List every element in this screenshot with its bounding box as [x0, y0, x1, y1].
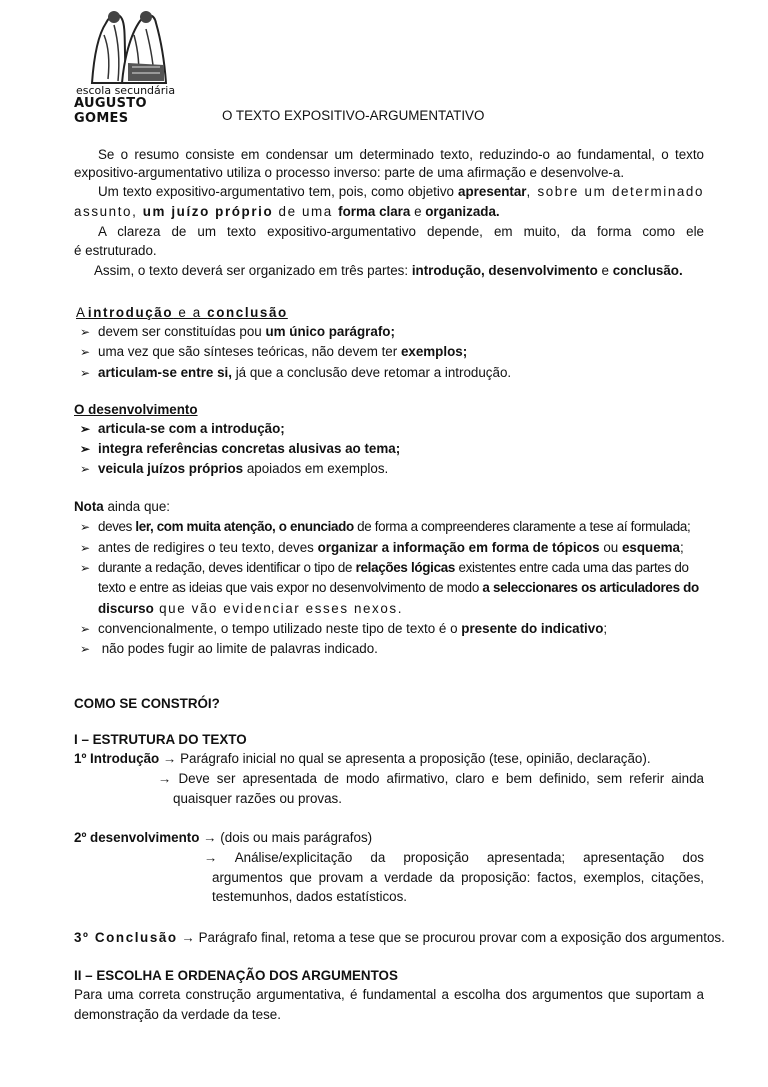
page-title: O TEXTO EXPOSITIVO-ARGUMENTATIVO: [222, 108, 485, 123]
bullet-arrow-icon: ➢: [80, 422, 91, 436]
list-item: ➢ antes de redigires o teu texto, deves organizar a informação em forma de tópicos ou esquema;: [80, 540, 684, 555]
section-2-line2: demonstração da verdade da tese.: [74, 1007, 281, 1022]
bullet-arrow-icon: ➢: [80, 561, 90, 575]
list-item: ➢ convencionalmente, o tempo utilizado neste tipo de texto é o presente do indicativo;: [80, 621, 608, 636]
intro-definition: 1º Introdução → Parágrafo inicial no qual se apresenta a proposição (tese, opinião, declaração).: [74, 751, 651, 766]
list-item: ➢ devem ser constituídas pou um único parágrafo;: [80, 324, 395, 339]
arrow-icon: →: [162, 751, 177, 766]
list-item: ➢ articula-se com a introdução;: [80, 421, 285, 436]
how-heading: COMO SE CONSTRÓI?: [74, 696, 220, 711]
bullet-arrow-icon: ➢: [80, 642, 91, 656]
list-item: ➢ deves ler, com muita atenção, o enunciado de forma a compreenderes claramente a tese aí formulada;: [80, 519, 691, 534]
bullet-arrow-icon: ➢: [80, 366, 91, 380]
bullet-arrow-icon: ➢: [80, 345, 91, 359]
school-subtitle: escola secundária: [76, 84, 176, 97]
section-2-line1: Para uma correta construção argumentativa, é fundamental a escolha dos argumentos que suportam a: [74, 987, 704, 1002]
development-sub-line3: testemunhos, dados estatísticos.: [212, 889, 408, 904]
intro-sub-line1: → Deve ser apresentada de modo afirmativo, claro e bem definido, sem referir ainda: [158, 771, 704, 786]
note-heading: Nota ainda que:: [74, 499, 171, 514]
conclusion-definition: 3º Conclusão → Parágrafo final, retoma a tese que se procurou provar com a exposição dos argumentos.: [74, 930, 725, 945]
intro-p4: Assim, o texto deverá ser organizado em três partes: introdução, desenvolvimento e conclusão.: [94, 263, 683, 278]
list-item: ➢ uma vez que são sínteses teóricas, não devem ter exemplos;: [80, 344, 468, 359]
bullet-arrow-icon: ➢: [80, 541, 91, 555]
list-item: ➢ não podes fugir ao limite de palavras indicado.: [80, 641, 378, 656]
bullet-arrow-icon: ➢: [80, 442, 91, 456]
section-1-heading: I – ESTRUTURA DO TEXTO: [74, 732, 247, 747]
section-2-heading: II – ESCOLHA E ORDENAÇÃO DOS ARGUMENTOS: [74, 968, 398, 983]
list-item: ➢ articulam-se entre si, já que a conclusão deve retomar a introdução.: [80, 365, 512, 380]
development-sub-line1: → Análise/explicitação da proposição apresentada; apresentação dos: [204, 850, 704, 865]
bullet-arrow-icon: ➢: [80, 622, 91, 636]
development-definition: 2º desenvolvimento → (dois ou mais parágrafos): [74, 830, 373, 845]
intro-p2-line1: Um texto expositivo-argumentativo tem, pois, como objetivo apresentar, sobre um determinado: [98, 184, 705, 199]
arrow-icon: →: [181, 930, 195, 945]
list-item: ➢ veicula juízos próprios apoiados em exemplos.: [80, 461, 389, 476]
list-item: ➢ durante a redação, deves identificar o tipo de relações lógicas existentes entre cada uma das partes do: [80, 560, 689, 575]
school-logo: [74, 5, 184, 126]
intro-p2-line2: assunto, um juízo próprio de uma forma clara e organizada.: [74, 204, 500, 219]
intro-sub-line2: quaisquer razões ou provas.: [173, 791, 342, 806]
list-item-continuation: discurso que vão evidenciar esses nexos.: [98, 601, 404, 616]
bullet-arrow-icon: ➢: [80, 462, 91, 476]
development-heading: O desenvolvimento: [74, 402, 198, 417]
bullet-arrow-icon: ➢: [80, 520, 90, 534]
development-sub-line2: argumentos que provam a verdade da proposição: factos, exemplos, citações,: [212, 870, 704, 885]
intro-conclusion-heading: A introdução e a conclusão: [76, 305, 288, 320]
intro-p3-line2: é estruturado.: [74, 243, 157, 258]
arrow-icon: →: [203, 830, 217, 845]
school-name: AUGUSTO GOMES: [74, 96, 147, 126]
intro-p1-line2: expositivo-argumentativo utiliza o processo inverso: parte de uma afirmação e desenvolve-a.: [74, 165, 625, 180]
bullet-arrow-icon: ➢: [80, 325, 91, 339]
intro-p3-line1: A clareza de um texto expositivo-argumentativo depende, em muito, da forma como ele: [98, 224, 704, 239]
logo-figures-icon: [84, 5, 174, 85]
intro-p1-line1: Se o resumo consiste em condensar um determinado texto, reduzindo-o ao fundamental, o texto: [98, 147, 704, 162]
list-item: ➢ integra referências concretas alusivas ao tema;: [80, 441, 401, 456]
list-item-continuation: texto e entre as ideias que vais expor no desenvolvimento de modo a seleccionares os articuladores do: [98, 580, 699, 595]
